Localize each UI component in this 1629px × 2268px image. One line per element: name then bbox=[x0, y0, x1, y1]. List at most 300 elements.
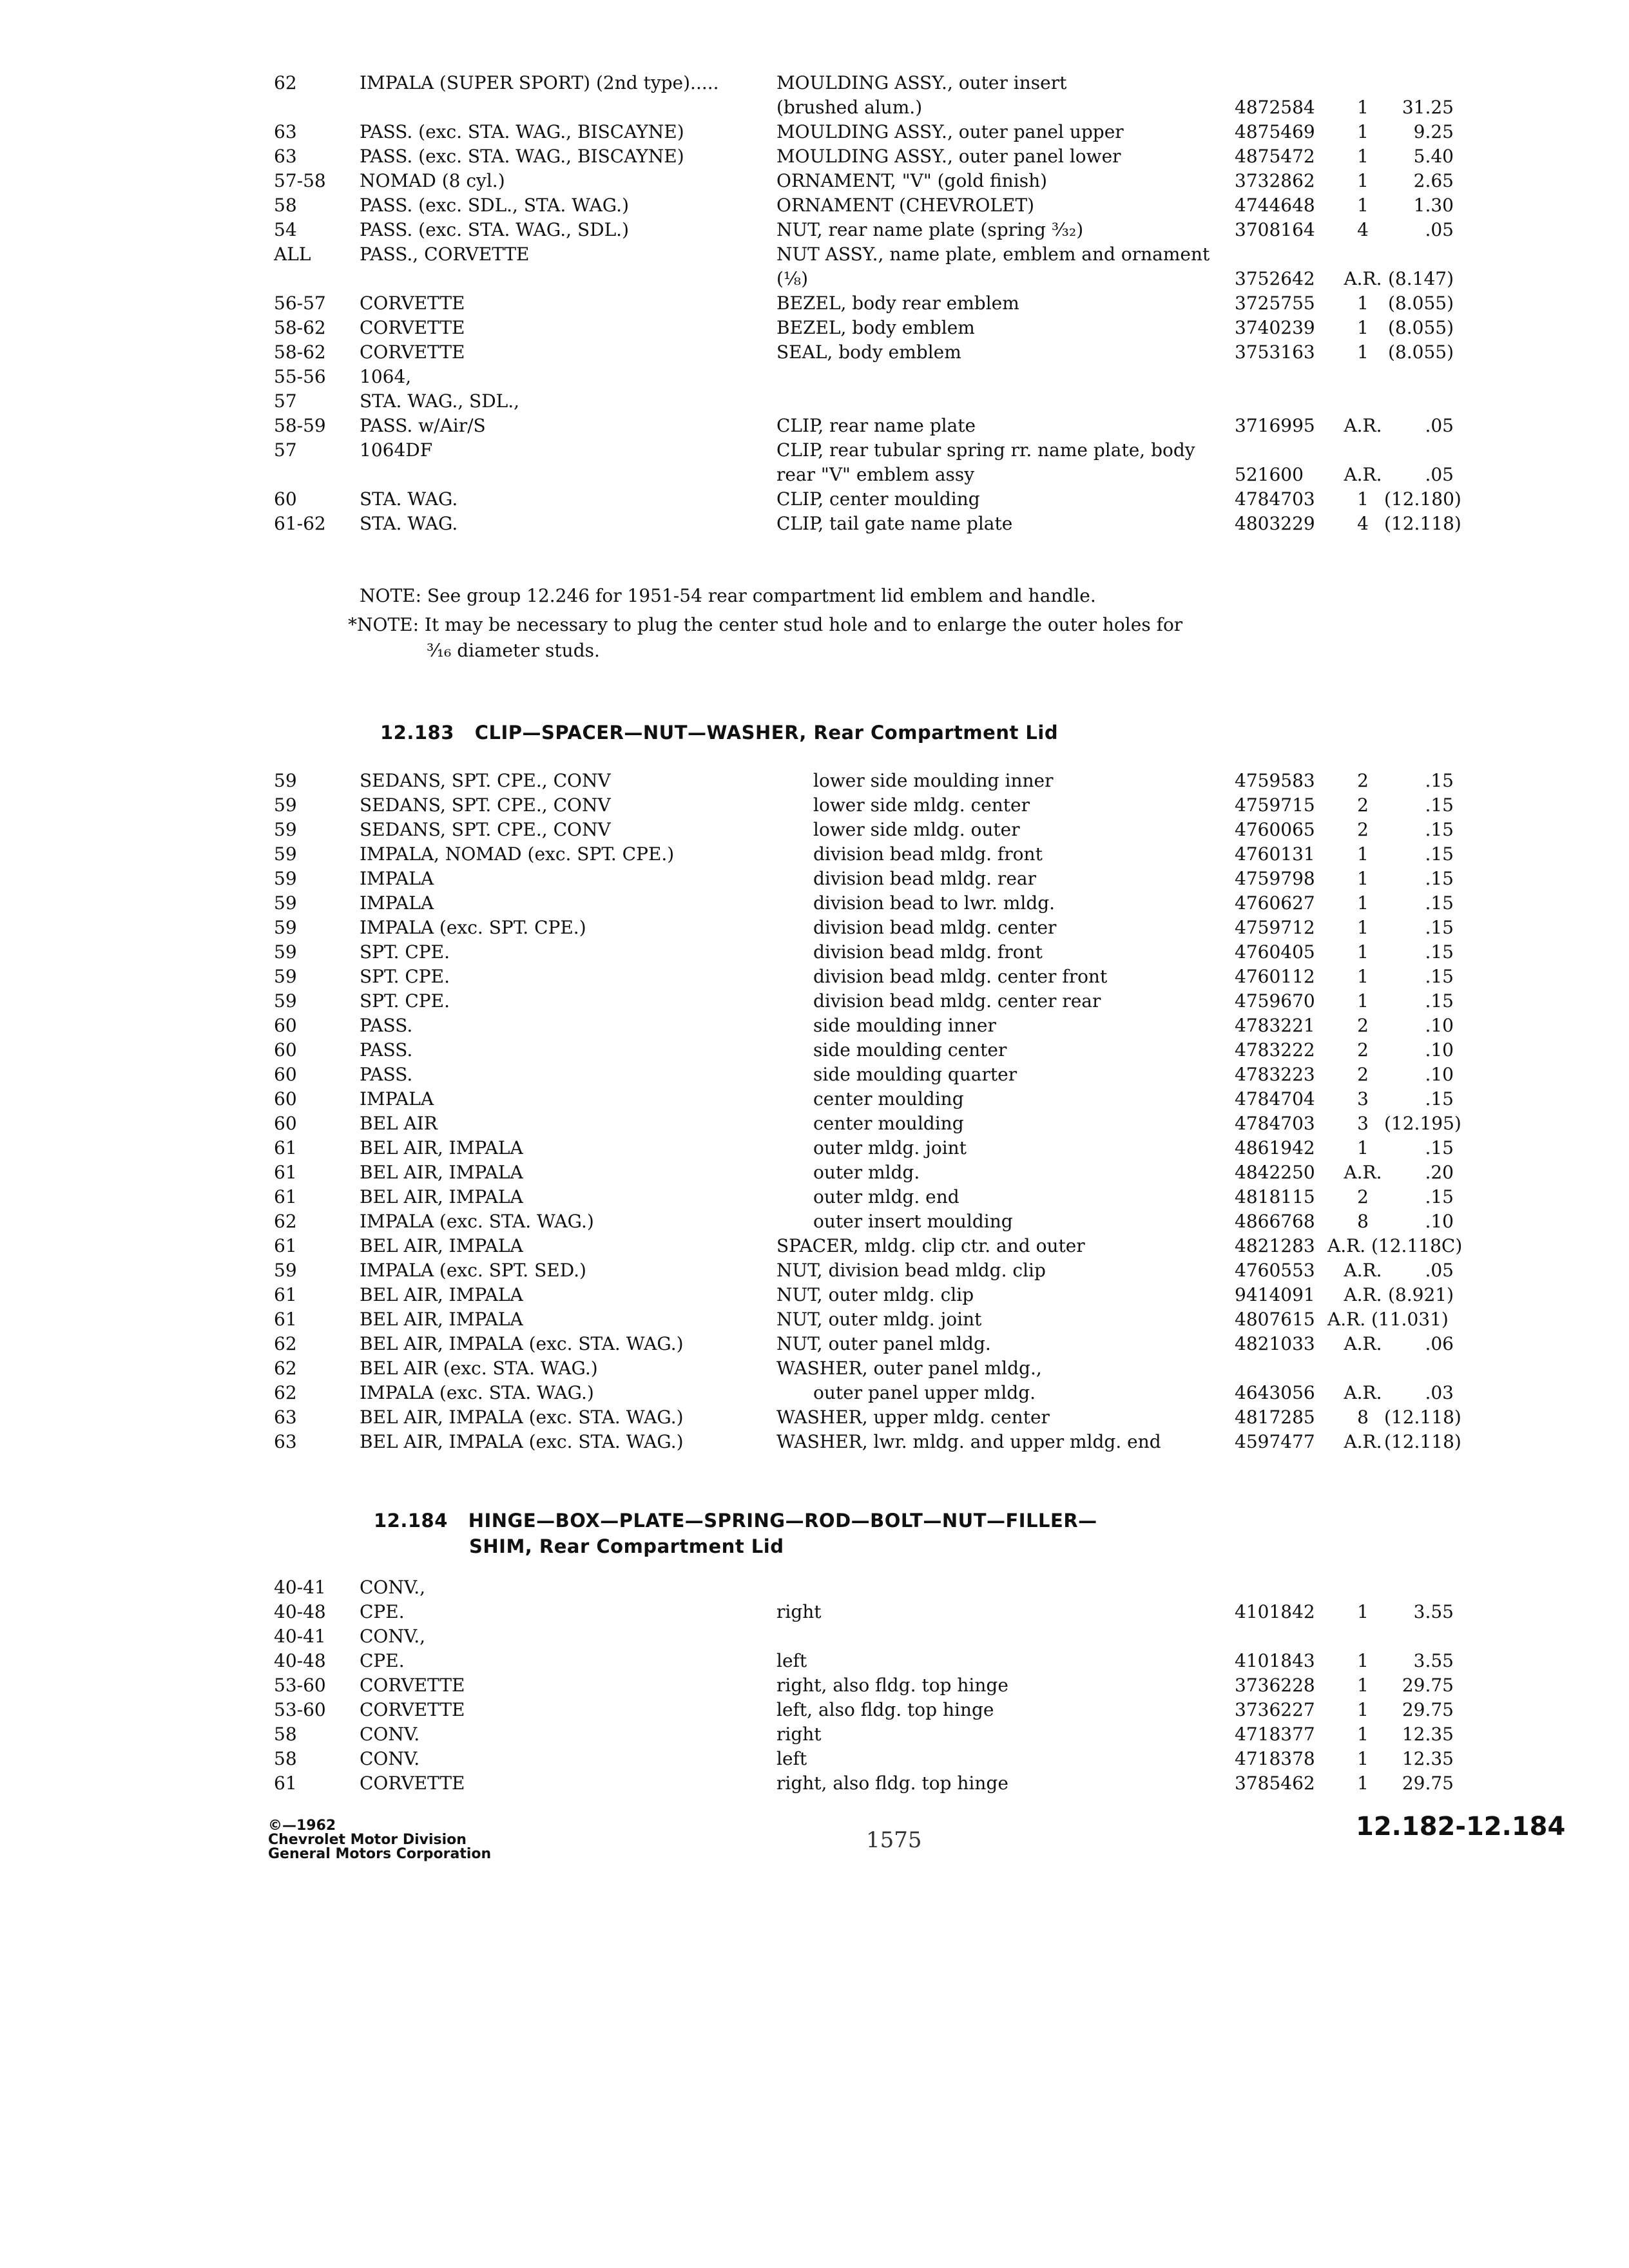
description-cell: outer panel upper mldg. bbox=[813, 1382, 1036, 1403]
table-row bbox=[0, 267, 1629, 291]
year-cell: 60 bbox=[274, 488, 297, 510]
quantity-cell: 1 bbox=[1357, 97, 1369, 118]
price-cell: .15 bbox=[1425, 892, 1454, 914]
price-cell: (8.147) bbox=[1387, 268, 1454, 289]
description-cell: right, also fldg. top hinge bbox=[776, 1773, 1008, 1794]
model-cell: BEL AIR, IMPALA bbox=[360, 1162, 523, 1183]
price-cell: .15 bbox=[1425, 966, 1454, 987]
year-cell: 59 bbox=[274, 917, 297, 938]
table-row bbox=[0, 365, 1629, 389]
description-cell: WASHER, lwr. mldg. and upper mldg. end bbox=[776, 1431, 1161, 1452]
model-cell: CORVETTE bbox=[360, 1773, 465, 1794]
description-cell: left bbox=[776, 1748, 807, 1769]
description-cell: MOULDING ASSY., outer insert bbox=[776, 72, 1067, 93]
year-cell: 60 bbox=[274, 1113, 297, 1134]
division-name: Chevrolet Motor Division bbox=[268, 1832, 467, 1848]
price-cell: 3.55 bbox=[1413, 1650, 1454, 1671]
model-cell: IMPALA bbox=[360, 1088, 434, 1110]
table-row bbox=[0, 965, 1629, 989]
model-cell: IMPALA (exc. SPT. CPE.) bbox=[360, 917, 586, 938]
year-cell: 60 bbox=[274, 1015, 297, 1036]
table-row bbox=[0, 218, 1629, 242]
quantity-cell: 8 bbox=[1357, 1211, 1369, 1232]
year-cell: 63 bbox=[274, 1431, 297, 1452]
quantity-cell: 2 bbox=[1357, 1186, 1369, 1207]
year-cell: 40-48 bbox=[274, 1650, 326, 1671]
part-number-cell: 4760553 bbox=[1235, 1260, 1315, 1281]
parts-table-12-183 bbox=[0, 769, 1629, 1454]
year-cell: 40-41 bbox=[274, 1577, 326, 1598]
model-cell: BEL AIR, IMPALA (exc. STA. WAG.) bbox=[360, 1333, 684, 1354]
table-row bbox=[0, 1722, 1629, 1747]
description-cell: NUT, outer mldg. clip bbox=[776, 1284, 974, 1305]
table-row bbox=[0, 1430, 1629, 1454]
model-cell: BEL AIR (exc. STA. WAG.) bbox=[360, 1358, 598, 1379]
price-cell: (8.055) bbox=[1387, 341, 1454, 363]
price-cell: .15 bbox=[1425, 1186, 1454, 1207]
part-number-cell: 3716995 bbox=[1235, 415, 1315, 436]
group-range: 12.182-12.184 bbox=[1356, 1812, 1566, 1841]
model-cell: CONV., bbox=[360, 1626, 426, 1647]
model-cell: CONV. bbox=[360, 1724, 420, 1745]
part-number-cell: 4101843 bbox=[1235, 1650, 1315, 1671]
part-number-cell: 4759670 bbox=[1235, 990, 1315, 1012]
quantity-cell: A.R. bbox=[1344, 1162, 1382, 1183]
price-cell: .15 bbox=[1425, 843, 1454, 865]
section-heading-12-183 bbox=[380, 722, 1058, 744]
table-row bbox=[0, 512, 1629, 536]
price-cell: 12.35 bbox=[1402, 1724, 1454, 1745]
price-cell: (8.055) bbox=[1387, 293, 1454, 314]
table-row bbox=[0, 1356, 1629, 1381]
year-cell: 59 bbox=[274, 966, 297, 987]
quantity-cell: 3 bbox=[1357, 1088, 1369, 1110]
part-number-cell: 9414091 bbox=[1235, 1284, 1315, 1305]
model-cell: BEL AIR, IMPALA (exc. STA. WAG.) bbox=[360, 1431, 684, 1452]
model-cell: PASS., CORVETTE bbox=[360, 244, 530, 265]
quantity-cell: 1 bbox=[1357, 195, 1369, 216]
part-number-cell: 4783223 bbox=[1235, 1064, 1315, 1085]
year-cell: 61 bbox=[274, 1162, 297, 1183]
part-number-cell: 4803229 bbox=[1235, 513, 1315, 534]
part-number-cell: 4718378 bbox=[1235, 1748, 1315, 1769]
quantity-cell: 2 bbox=[1357, 1015, 1369, 1036]
price-cell: (12.180) bbox=[1384, 488, 1461, 510]
model-cell: PASS. bbox=[360, 1039, 413, 1061]
quantity-cell: 1 bbox=[1357, 843, 1369, 865]
quantity-cell: A.R. bbox=[1344, 1431, 1382, 1452]
description-cell: NUT, division bead mldg. clip bbox=[776, 1260, 1046, 1281]
year-cell: 53-60 bbox=[274, 1675, 326, 1696]
price-cell: .15 bbox=[1425, 868, 1454, 889]
quantity-cell: 1 bbox=[1357, 170, 1369, 191]
description-cell: MOULDING ASSY., outer panel upper bbox=[776, 121, 1124, 142]
year-cell: 58 bbox=[274, 1748, 297, 1769]
model-cell: PASS. (exc. SDL., STA. WAG.) bbox=[360, 195, 630, 216]
price-cell: .10 bbox=[1425, 1015, 1454, 1036]
footer-publisher bbox=[268, 1819, 491, 1861]
part-number-cell: 4760131 bbox=[1235, 843, 1315, 865]
price-cell: .15 bbox=[1425, 941, 1454, 963]
model-cell: 1064DF bbox=[360, 439, 433, 461]
table-row bbox=[0, 291, 1629, 316]
year-cell: 59 bbox=[274, 770, 297, 791]
quantity-cell: 1 bbox=[1357, 1748, 1369, 1769]
table-row bbox=[0, 1405, 1629, 1430]
model-cell: CORVETTE bbox=[360, 1699, 465, 1720]
quantity-cell: 1 bbox=[1357, 488, 1369, 510]
model-cell: PASS. (exc. STA. WAG., BISCAYNE) bbox=[360, 121, 684, 142]
description-cell: right bbox=[776, 1724, 822, 1745]
model-cell: BEL AIR, IMPALA bbox=[360, 1284, 523, 1305]
model-cell: STA. WAG. bbox=[360, 488, 458, 510]
part-number-cell: 4643056 bbox=[1235, 1382, 1315, 1403]
price-cell: 9.25 bbox=[1413, 121, 1454, 142]
quantity-cell: 2 bbox=[1357, 819, 1369, 840]
price-cell: 3.55 bbox=[1413, 1601, 1454, 1622]
price-cell: 1.30 bbox=[1413, 195, 1454, 216]
description-cell: SPACER, mldg. clip ctr. and outer bbox=[776, 1235, 1085, 1256]
table-row bbox=[0, 242, 1629, 267]
table-row bbox=[0, 169, 1629, 193]
price-cell: 31.25 bbox=[1402, 97, 1454, 118]
part-number-cell: 3736228 bbox=[1235, 1675, 1315, 1696]
part-number-cell: 4759583 bbox=[1235, 770, 1315, 791]
price-cell: .15 bbox=[1425, 794, 1454, 816]
table-row bbox=[0, 1014, 1629, 1038]
copyright: ©—1962 bbox=[268, 1818, 336, 1834]
year-cell: 61 bbox=[274, 1137, 297, 1158]
year-cell: 62 bbox=[274, 1211, 297, 1232]
quantity-cell: A.R. bbox=[1344, 1382, 1382, 1403]
year-cell: 60 bbox=[274, 1088, 297, 1110]
quantity-cell: 2 bbox=[1357, 1039, 1369, 1061]
year-cell: 57 bbox=[274, 390, 297, 412]
section-number: 12.184 bbox=[374, 1510, 448, 1532]
quantity-cell: 8 bbox=[1357, 1407, 1369, 1428]
table-row bbox=[0, 1258, 1629, 1283]
model-cell: CPE. bbox=[360, 1650, 405, 1671]
part-number-cell: 4817285 bbox=[1235, 1407, 1315, 1428]
quantity-cell: 4 bbox=[1357, 219, 1369, 240]
table-row bbox=[0, 1185, 1629, 1209]
year-cell: 59 bbox=[274, 794, 297, 816]
price-cell: .10 bbox=[1425, 1211, 1454, 1232]
model-cell: BEL AIR, IMPALA bbox=[360, 1309, 523, 1330]
table-row bbox=[0, 487, 1629, 512]
year-cell: 58-62 bbox=[274, 317, 326, 338]
table-row bbox=[0, 1771, 1629, 1796]
description-cell: side moulding inner bbox=[813, 1015, 996, 1036]
model-cell: SEDANS, SPT. CPE., CONV bbox=[360, 819, 611, 840]
model-cell: BEL AIR, IMPALA bbox=[360, 1137, 523, 1158]
year-cell: 62 bbox=[274, 72, 297, 93]
part-number-cell: 3732862 bbox=[1235, 170, 1315, 191]
part-number-cell: 4842250 bbox=[1235, 1162, 1315, 1183]
quantity-cell: 1 bbox=[1357, 317, 1369, 338]
part-number-cell: 3708164 bbox=[1235, 219, 1315, 240]
quantity-cell: A.R. bbox=[1344, 268, 1382, 289]
price-cell: .05 bbox=[1425, 1260, 1454, 1281]
table-row bbox=[0, 916, 1629, 940]
description-cell: WASHER, outer panel mldg., bbox=[776, 1358, 1042, 1379]
part-number-cell: 4783222 bbox=[1235, 1039, 1315, 1061]
table-row bbox=[0, 842, 1629, 867]
description-cell: NUT, outer panel mldg. bbox=[776, 1333, 991, 1354]
model-cell: 1064, bbox=[360, 366, 412, 387]
table-row bbox=[0, 1649, 1629, 1673]
description-cell: lower side moulding inner bbox=[813, 770, 1054, 791]
part-number-cell: 4784704 bbox=[1235, 1088, 1315, 1110]
part-number-cell: 3785462 bbox=[1235, 1773, 1315, 1794]
year-cell: 59 bbox=[274, 892, 297, 914]
part-number-cell: 4744648 bbox=[1235, 195, 1315, 216]
description-cell: (brushed alum.) bbox=[776, 97, 923, 118]
description-cell: (⅛) bbox=[776, 268, 808, 289]
note-stud-holes: *NOTE: It may be necessary to plug the center stud hole and to enlarge the outer holes for bbox=[348, 614, 1183, 635]
model-cell: SEDANS, SPT. CPE., CONV bbox=[360, 794, 611, 816]
model-cell: PASS. bbox=[360, 1015, 413, 1036]
part-number-cell: 3736227 bbox=[1235, 1699, 1315, 1720]
part-number-cell: 4760112 bbox=[1235, 966, 1315, 987]
model-cell: SEDANS, SPT. CPE., CONV bbox=[360, 770, 611, 791]
description-cell: left, also fldg. top hinge bbox=[776, 1699, 994, 1720]
year-cell: 53-60 bbox=[274, 1699, 326, 1720]
description-cell: MOULDING ASSY., outer panel lower bbox=[776, 146, 1121, 167]
part-number-cell: 3725755 bbox=[1235, 293, 1315, 314]
year-cell: 40-41 bbox=[274, 1626, 326, 1647]
table-row bbox=[0, 1673, 1629, 1698]
model-cell: PASS. w/Air/S bbox=[360, 415, 486, 436]
year-cell: 59 bbox=[274, 1260, 297, 1281]
quantity-cell: A.R. (11.031) bbox=[1327, 1309, 1449, 1330]
model-cell: CPE. bbox=[360, 1601, 405, 1622]
year-cell: 58-59 bbox=[274, 415, 326, 436]
quantity-cell: 1 bbox=[1357, 1675, 1369, 1696]
part-number-cell: 4875469 bbox=[1235, 121, 1315, 142]
year-cell: 61 bbox=[274, 1773, 297, 1794]
description-cell: division bead mldg. center bbox=[813, 917, 1057, 938]
model-cell: STA. WAG. bbox=[360, 513, 458, 534]
description-cell: CLIP, rear tubular spring rr. name plate, body bbox=[776, 439, 1195, 461]
table-row bbox=[0, 1087, 1629, 1111]
table-row bbox=[0, 1283, 1629, 1307]
year-cell: 57 bbox=[274, 439, 297, 461]
table-row bbox=[0, 438, 1629, 463]
year-cell: 63 bbox=[274, 1407, 297, 1428]
price-cell: .15 bbox=[1425, 990, 1454, 1012]
description-cell: ORNAMENT, "V" (gold finish) bbox=[776, 170, 1048, 191]
description-cell: outer mldg. joint bbox=[813, 1137, 967, 1158]
description-cell: BEZEL, body emblem bbox=[776, 317, 975, 338]
year-cell: 59 bbox=[274, 843, 297, 865]
table-row bbox=[0, 793, 1629, 818]
description-cell: NUT, outer mldg. joint bbox=[776, 1309, 982, 1330]
price-cell: (12.118) bbox=[1384, 1407, 1461, 1428]
year-cell: 58 bbox=[274, 195, 297, 216]
quantity-cell: 1 bbox=[1357, 341, 1369, 363]
model-cell: CORVETTE bbox=[360, 1675, 465, 1696]
parts-table-12-182 bbox=[0, 71, 1629, 536]
price-cell: .15 bbox=[1425, 1088, 1454, 1110]
year-cell: 61 bbox=[274, 1235, 297, 1256]
table-row bbox=[0, 1307, 1629, 1332]
model-cell: IMPALA, NOMAD (exc. SPT. CPE.) bbox=[360, 843, 675, 865]
quantity-cell: 1 bbox=[1357, 1773, 1369, 1794]
quantity-cell: 1 bbox=[1357, 966, 1369, 987]
note-stud-holes-cont: ³⁄₁₆ diameter studs. bbox=[427, 640, 600, 661]
description-cell: WASHER, upper mldg. center bbox=[776, 1407, 1050, 1428]
table-row bbox=[0, 818, 1629, 842]
price-cell: (8.055) bbox=[1387, 317, 1454, 338]
price-cell: .05 bbox=[1425, 464, 1454, 485]
year-cell: 61 bbox=[274, 1284, 297, 1305]
quantity-cell: 1 bbox=[1357, 892, 1369, 914]
part-number-cell: 3740239 bbox=[1235, 317, 1315, 338]
year-cell: 58 bbox=[274, 1724, 297, 1745]
table-row bbox=[0, 414, 1629, 438]
description-cell: division bead mldg. rear bbox=[813, 868, 1036, 889]
year-cell: 59 bbox=[274, 819, 297, 840]
table-row bbox=[0, 769, 1629, 793]
year-cell: 56-57 bbox=[274, 293, 326, 314]
price-cell: (12.118) bbox=[1384, 1431, 1461, 1452]
price-cell: .05 bbox=[1425, 219, 1454, 240]
year-cell: 40-48 bbox=[274, 1601, 326, 1622]
table-row bbox=[0, 389, 1629, 414]
table-row bbox=[0, 71, 1629, 95]
description-cell: ORNAMENT (CHEVROLET) bbox=[776, 195, 1035, 216]
description-cell: right bbox=[776, 1601, 822, 1622]
model-cell: CORVETTE bbox=[360, 293, 465, 314]
part-number-cell: 4784703 bbox=[1235, 1113, 1315, 1134]
description-cell: right, also fldg. top hinge bbox=[776, 1675, 1008, 1696]
table-row bbox=[0, 463, 1629, 487]
model-cell: IMPALA bbox=[360, 868, 434, 889]
table-row bbox=[0, 316, 1629, 340]
section-title-line2: SHIM, Rear Compartment Lid bbox=[469, 1535, 784, 1557]
section-title: CLIP—SPACER—NUT—WASHER, Rear Compartment Lid bbox=[474, 722, 1059, 744]
part-number-cell: 4818115 bbox=[1235, 1186, 1315, 1207]
part-number-cell: 4783221 bbox=[1235, 1015, 1315, 1036]
quantity-cell: 1 bbox=[1357, 121, 1369, 142]
year-cell: 63 bbox=[274, 146, 297, 167]
description-cell: division bead mldg. center rear bbox=[813, 990, 1101, 1012]
description-cell: CLIP, rear name plate bbox=[776, 415, 976, 436]
model-cell: IMPALA (SUPER SPORT) (2nd type)..... bbox=[360, 72, 719, 93]
price-cell: .20 bbox=[1425, 1162, 1454, 1183]
year-cell: 61-62 bbox=[274, 513, 326, 534]
part-number-cell: 4872584 bbox=[1235, 97, 1315, 118]
description-cell: lower side mldg. outer bbox=[813, 819, 1020, 840]
description-cell: center moulding bbox=[813, 1113, 964, 1134]
price-cell: 29.75 bbox=[1402, 1675, 1454, 1696]
part-number-cell: 4760627 bbox=[1235, 892, 1315, 914]
part-number-cell: 4861942 bbox=[1235, 1137, 1315, 1158]
quantity-cell: 2 bbox=[1357, 794, 1369, 816]
year-cell: 59 bbox=[274, 941, 297, 963]
model-cell: IMPALA bbox=[360, 892, 434, 914]
table-row bbox=[0, 1038, 1629, 1062]
description-cell: rear "V" emblem assy bbox=[776, 464, 975, 485]
part-number-cell: 3753163 bbox=[1235, 341, 1315, 363]
part-number-cell: 4759798 bbox=[1235, 868, 1315, 889]
model-cell: PASS. (exc. STA. WAG., BISCAYNE) bbox=[360, 146, 684, 167]
table-row bbox=[0, 1698, 1629, 1722]
quantity-cell: 1 bbox=[1357, 1699, 1369, 1720]
table-row bbox=[0, 1381, 1629, 1405]
part-number-cell: 521600 bbox=[1235, 464, 1304, 485]
price-cell: 29.75 bbox=[1402, 1773, 1454, 1794]
description-cell: BEZEL, body rear emblem bbox=[776, 293, 1019, 314]
section-number: 12.183 bbox=[380, 722, 454, 744]
section-heading-12-184 bbox=[374, 1508, 1097, 1559]
quantity-cell: 1 bbox=[1357, 941, 1369, 963]
year-cell: 62 bbox=[274, 1333, 297, 1354]
price-cell: .03 bbox=[1425, 1382, 1454, 1403]
price-cell: .15 bbox=[1425, 819, 1454, 840]
quantity-cell: A.R. bbox=[1344, 1260, 1382, 1281]
year-cell: 60 bbox=[274, 1064, 297, 1085]
description-cell: division bead to lwr. mldg. bbox=[813, 892, 1055, 914]
description-cell: CLIP, tail gate name plate bbox=[776, 513, 1013, 534]
description-cell: center moulding bbox=[813, 1088, 964, 1110]
year-cell: 61 bbox=[274, 1186, 297, 1207]
model-cell: CORVETTE bbox=[360, 317, 465, 338]
model-cell: SPT. CPE. bbox=[360, 941, 450, 963]
year-cell: 60 bbox=[274, 1039, 297, 1061]
year-cell: 59 bbox=[274, 868, 297, 889]
price-cell: 29.75 bbox=[1402, 1699, 1454, 1720]
price-cell: .15 bbox=[1425, 770, 1454, 791]
table-row bbox=[0, 1062, 1629, 1087]
model-cell: STA. WAG., SDL., bbox=[360, 390, 520, 412]
part-number-cell: 4875472 bbox=[1235, 146, 1315, 167]
table-row bbox=[0, 1332, 1629, 1356]
table-row bbox=[0, 1747, 1629, 1771]
description-cell: outer mldg. bbox=[813, 1162, 920, 1183]
table-row bbox=[0, 989, 1629, 1014]
year-cell: ALL bbox=[274, 244, 311, 265]
model-cell: CONV. bbox=[360, 1748, 420, 1769]
part-number-cell: 4784703 bbox=[1235, 488, 1315, 510]
model-cell: IMPALA (exc. STA. WAG.) bbox=[360, 1211, 594, 1232]
quantity-cell: 1 bbox=[1357, 1137, 1369, 1158]
table-row bbox=[0, 193, 1629, 218]
section-title-line1: HINGE—BOX—PLATE—SPRING—ROD—BOLT—NUT—FILLER— bbox=[468, 1510, 1097, 1532]
table-row bbox=[0, 867, 1629, 891]
part-number-cell: 4807615 bbox=[1235, 1309, 1315, 1330]
description-cell: division bead mldg. center front bbox=[813, 966, 1108, 987]
part-number-cell: 4718377 bbox=[1235, 1724, 1315, 1745]
year-cell: 59 bbox=[274, 990, 297, 1012]
quantity-cell: 1 bbox=[1357, 990, 1369, 1012]
model-cell: CONV., bbox=[360, 1577, 426, 1598]
parts-table-12-184 bbox=[0, 1575, 1629, 1796]
price-cell: (12.118) bbox=[1384, 513, 1461, 534]
description-cell: side moulding center bbox=[813, 1039, 1007, 1061]
description-cell: NUT, rear name plate (spring ³⁄₃₂) bbox=[776, 219, 1084, 240]
description-cell: division bead mldg. front bbox=[813, 843, 1043, 865]
part-number-cell: 4760405 bbox=[1235, 941, 1315, 963]
quantity-cell: 2 bbox=[1357, 1064, 1369, 1085]
quantity-cell: 1 bbox=[1357, 146, 1369, 167]
price-cell: .10 bbox=[1425, 1064, 1454, 1085]
description-cell: division bead mldg. front bbox=[813, 941, 1043, 963]
table-row bbox=[0, 340, 1629, 365]
model-cell: BEL AIR, IMPALA (exc. STA. WAG.) bbox=[360, 1407, 684, 1428]
part-number-cell: 3752642 bbox=[1235, 268, 1315, 289]
